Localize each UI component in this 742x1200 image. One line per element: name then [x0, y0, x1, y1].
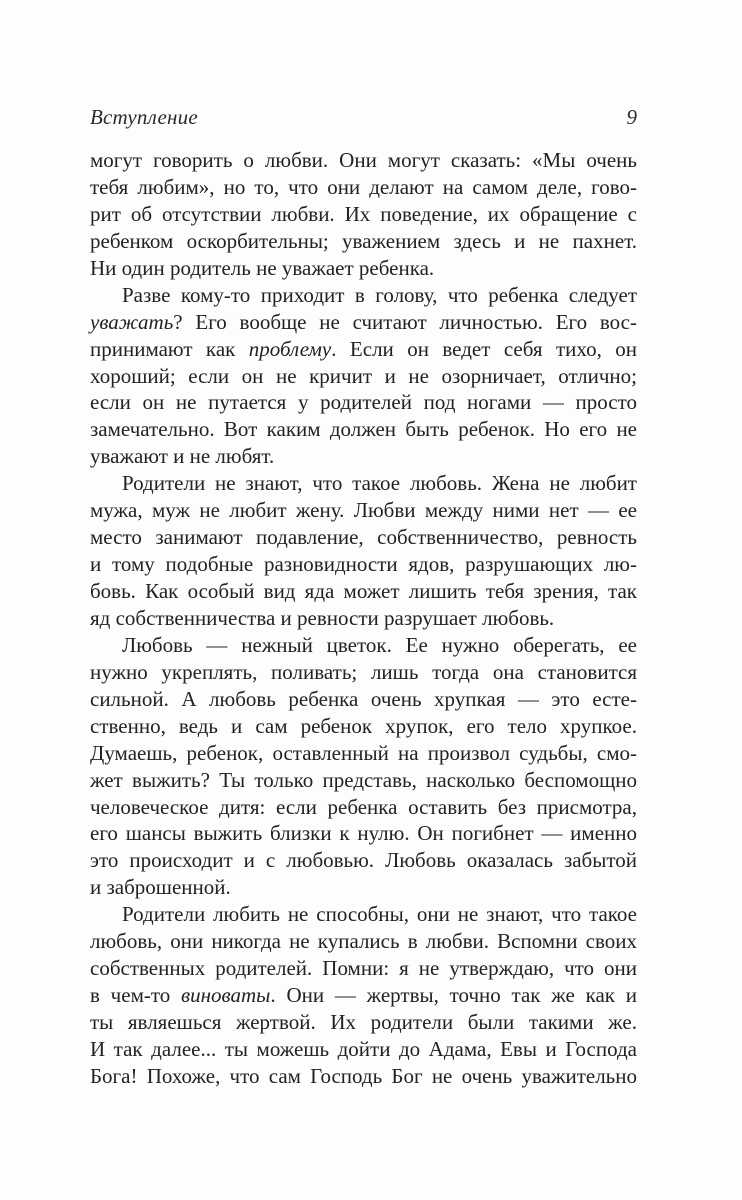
text-line: И так далее... ты можешь дойти до Адама, Евы и Господа	[90, 1036, 637, 1061]
paragraph	[90, 901, 637, 1090]
text-line: в чем-то виноваты. Они — жертвы, точно так же как и	[90, 983, 637, 1008]
paragraph	[90, 632, 637, 901]
paragraph	[90, 470, 637, 632]
text-line: место занимают подавление, собственничество, ревность	[90, 525, 637, 550]
text-line: тебя любим», но то, что они делают на самом деле, гово-	[90, 174, 637, 199]
text-line: если он не путается у родителей под ногами — просто	[90, 390, 637, 415]
text-line: хороший; если он не кричит и не озорничает, отлично;	[90, 363, 637, 388]
page-body	[90, 147, 637, 1090]
text-line: принимают как проблему. Если он ведет себя тихо, он	[90, 336, 638, 361]
text-line: это происходит и с любовью. Любовь оказалась забытой	[90, 848, 637, 873]
text-line: уважать? Его вообще не считают личностью. Его вос-	[90, 309, 637, 334]
page-number: 9	[626, 105, 637, 129]
text-line: Ни один родитель не уважает ребенка.	[90, 255, 435, 280]
text-line: могут говорить о любви. Они могут сказать: «Мы очень	[90, 148, 637, 172]
text-line: любовь, они никогда не купались в любви. Вспомни своих	[90, 929, 637, 954]
text-line: Любовь — нежный цветок. Ее нужно оберегать, ее	[122, 632, 637, 657]
text-line: бовь. Как особый вид яда может лишить тебя зрения, так	[90, 579, 637, 603]
text-line: Разве кому-то приходит в голову, что ребенка следует	[122, 282, 637, 307]
text-line: Думаешь, ребенок, оставленный на произвол судьбы, смо-	[90, 740, 637, 765]
text-line: Родители не знают, что такое любовь. Жена не любит	[122, 471, 637, 496]
text-line: ребенком оскорбительны; уважением здесь и не пахнет.	[90, 228, 637, 253]
text-line: его шансы выжить близки к нулю. Он погибнет — именно	[90, 821, 637, 846]
text-line: ты являешься жертвой. Их родители были такими же.	[90, 1010, 637, 1034]
text-line: рит об отсутствии любви. Их поведение, их обращение с	[90, 201, 637, 226]
text-line: сильной. А любовь ребенка очень хрупкая — это есте-	[90, 686, 637, 711]
paragraph	[90, 147, 637, 282]
text-line: яд собственничества и ревности разрушает любовь.	[90, 605, 555, 630]
text-line: собственных родителей. Помни: я не утверждаю, что они	[90, 956, 637, 981]
text-line: и тому подобные разновидности ядов, разрушающих лю-	[90, 552, 637, 577]
page-header	[90, 104, 637, 130]
text-line: Родители любить не способны, они не знают, что такое	[122, 902, 637, 927]
paragraph	[90, 282, 637, 471]
text-line: человеческое дитя: если ребенка оставить без присмотра,	[90, 794, 637, 819]
text-line: жет выжить? Ты только представь, насколько беспомощно	[90, 767, 637, 792]
text-line: уважают и не любят.	[90, 444, 275, 469]
text-line: и заброшенной.	[90, 875, 231, 900]
text-line: Бога! Похоже, что сам Господь Бог не очень уважительно	[90, 1063, 637, 1088]
text-line: ственно, ведь и сам ребенок хрупок, его тело хрупкое.	[90, 713, 637, 738]
running-title: Вступление	[90, 105, 198, 129]
text-line: мужа, муж не любит жену. Любви между ними нет — ее	[90, 498, 637, 523]
text-line: замечательно. Вот каким должен быть ребенок. Но его не	[90, 417, 637, 442]
text-line: нужно укреплять, поливать; лишь тогда она становится	[90, 659, 637, 684]
